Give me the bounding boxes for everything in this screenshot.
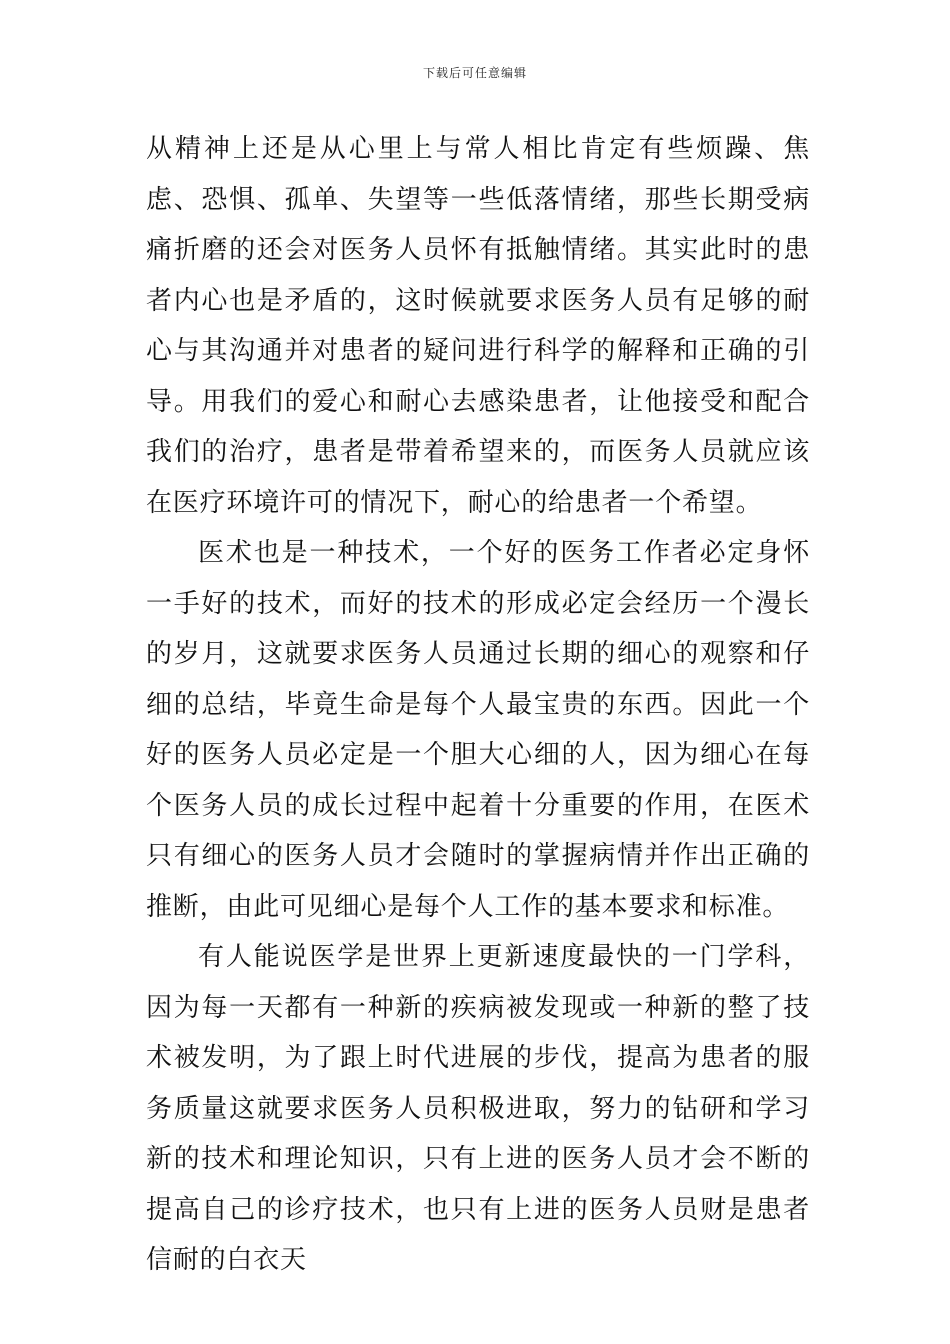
- paragraph-medical-skill: 医术也是一种技术，一个好的医务工作者必定身怀一手好的技术，而好的技术的形成必定会经历一个漫长的岁月，这就要求医务人员通过长期的细心的观察和仔细的总结，毕竟生命是每个人最宝贵的东西。因此一个好的医务人员必定是一个胆大心细的人，因为细心在每个医务人员的成长过程中起着十分重要的作用，在医术只有细心的医务人员才会随时的掌握病情并作出正确的推断，由此可见细心是每个人工作的基本要求和标准。: [146, 538, 810, 922]
- paragraph-continued: 从精神上还是从心里上与常人相比肯定有些烦躁、焦虑、恐惧、孤单、失望等一些低落情绪，那些长期受病痛折磨的还会对医务人员怀有抵触情绪。其实此时的患者内心也是矛盾的，这时候就要求医务人员有足够的耐心与其沟通并对患者的疑问进行科学的解释和正确的引导。用我们的爱心和耐心去感染患者，让他接受和配合我们的治疗，患者是带着希望来的，而医务人员就应该在医疗环境许可的情况下，耐心的给患者一个希望。: [146, 134, 810, 518]
- body-text: [146, 124, 810, 1286]
- paragraph-learning: 有人能说医学是世界上更新速度最快的一门学科，因为每一天都有一种新的疾病被发现或一种新的整了技术被发明，为了跟上时代进展的步伐，提高为患者的服务质量这就要求医务人员积极进取，努力的钻研和学习新的技术和理论知识，只有上进的医务人员才会不断的提高自己的诊疗技术，也只有上进的医务人员财是患者信耐的白衣天: [146, 942, 810, 1275]
- header-note: 下载后可任意编辑: [422, 66, 527, 80]
